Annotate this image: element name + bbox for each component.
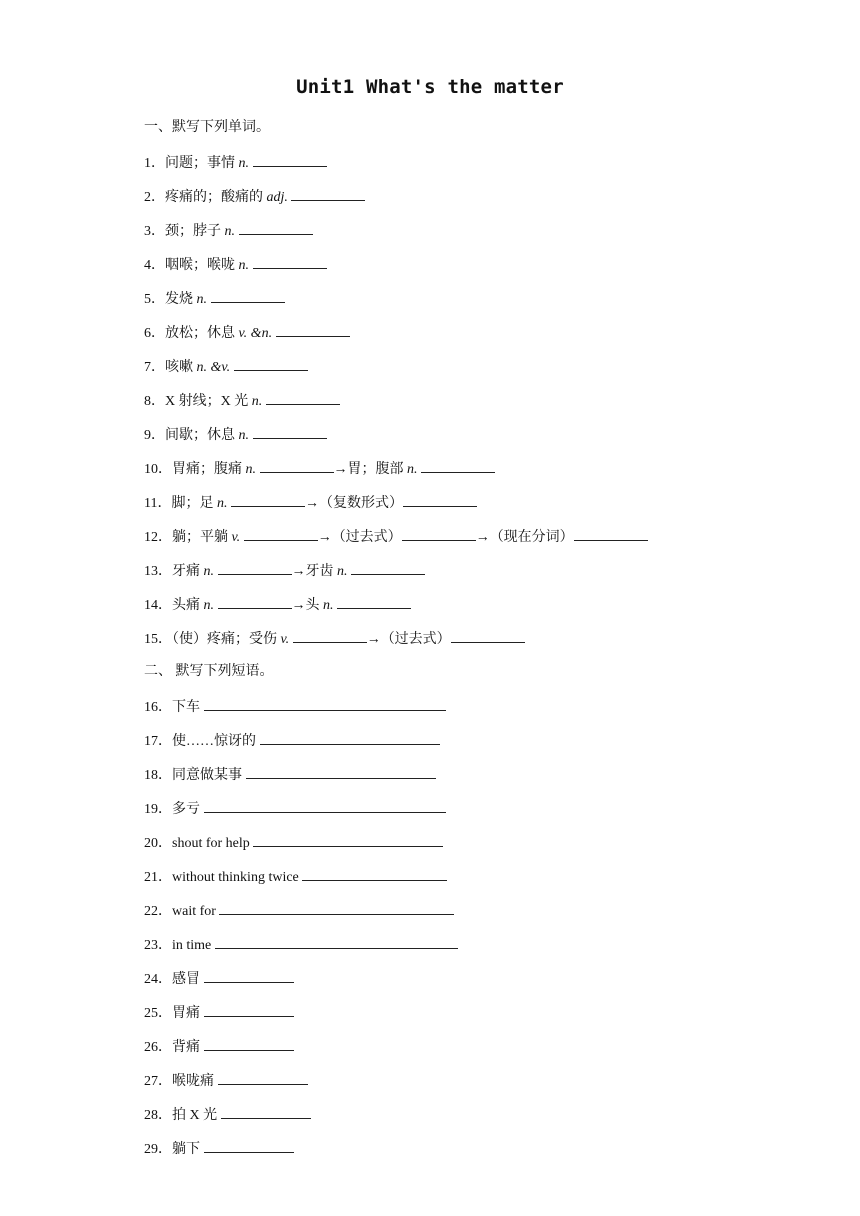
- item-number: 2．: [144, 190, 165, 205]
- phrase-item-19: [144, 799, 446, 819]
- part-of-speech: v.: [280, 632, 290, 647]
- item-text: 头痛: [172, 598, 204, 613]
- arrow: →: [317, 530, 332, 545]
- item-number: 5．: [144, 292, 165, 307]
- item-number: 17．: [144, 734, 172, 749]
- item-text: 感冒: [172, 972, 204, 987]
- item-text: （使）疼痛；受伤: [172, 632, 281, 647]
- word-item-9: [144, 425, 327, 445]
- item-text-2: 头: [305, 598, 323, 613]
- word-item-8: [144, 391, 340, 411]
- item-text: 下车: [172, 700, 204, 715]
- item-text: 发烧: [165, 292, 197, 307]
- item-text-2: （过去式）: [380, 632, 451, 647]
- answer-blank[interactable]: [291, 187, 365, 201]
- part-of-speech-2: n.: [407, 462, 418, 477]
- phrase-item-22: [144, 901, 454, 921]
- part-of-speech-2: n.: [337, 564, 348, 579]
- item-text-2: （复数形式）: [318, 496, 403, 511]
- item-number: 25．: [144, 1006, 172, 1021]
- answer-blank[interactable]: [219, 901, 454, 915]
- arrow: →: [475, 530, 490, 545]
- arrow: →: [291, 564, 306, 579]
- word-item-2: [144, 187, 365, 207]
- phrase-item-24: [144, 969, 294, 989]
- item-text-2: 牙齿: [305, 564, 337, 579]
- answer-blank[interactable]: [253, 153, 327, 167]
- item-text: 拍 X 光: [172, 1108, 221, 1123]
- item-text: 使……惊讶的: [172, 734, 260, 749]
- item-number: 29．: [144, 1142, 172, 1157]
- item-text: 咳嗽: [165, 360, 197, 375]
- part-of-speech: n.: [196, 292, 207, 307]
- word-item-5: [144, 289, 285, 309]
- part-of-speech: adj.: [266, 190, 288, 205]
- item-number: 7．: [144, 360, 165, 375]
- word-item-11: [144, 493, 477, 513]
- part-of-speech: n.: [238, 156, 249, 171]
- item-text: 放松；休息: [165, 326, 239, 341]
- answer-blank[interactable]: [266, 391, 340, 405]
- part-of-speech-2: n.: [323, 598, 334, 613]
- item-number: 1．: [144, 156, 165, 171]
- item-number: 19．: [144, 802, 172, 817]
- word-item-4: [144, 255, 327, 275]
- answer-blank[interactable]: [204, 1037, 294, 1051]
- phrase-item-25: [144, 1003, 294, 1023]
- answer-blank[interactable]: [211, 289, 285, 303]
- answer-blank[interactable]: [260, 459, 334, 473]
- item-number: 3．: [144, 224, 165, 239]
- answer-blank[interactable]: [215, 935, 458, 949]
- phrase-item-29: [144, 1139, 294, 1159]
- item-number: 26．: [144, 1040, 172, 1055]
- part-of-speech: n. &v.: [196, 360, 231, 375]
- answer-blank[interactable]: [231, 493, 305, 507]
- item-number: 24．: [144, 972, 172, 987]
- part-of-speech: n.: [216, 496, 228, 511]
- phrase-item-16: [144, 697, 446, 717]
- answer-blank[interactable]: [234, 357, 308, 371]
- part-of-speech: n.: [238, 428, 249, 443]
- item-text-3: （现在分词）: [489, 530, 574, 545]
- item-number: 27．: [144, 1074, 172, 1089]
- item-number: 28．: [144, 1108, 172, 1123]
- word-item-12: [144, 527, 648, 547]
- part-of-speech: n.: [238, 258, 249, 273]
- part-of-speech: v.: [231, 530, 241, 545]
- answer-blank-2[interactable]: [451, 629, 525, 643]
- item-text: 间歇；休息: [165, 428, 239, 443]
- phrase-item-20: [144, 833, 443, 853]
- answer-blank[interactable]: [253, 833, 443, 847]
- word-item-1: [144, 153, 327, 173]
- item-text-2: 胃；腹部: [347, 462, 407, 477]
- word-item-10: [144, 459, 495, 479]
- answer-blank-2[interactable]: [351, 561, 425, 575]
- answer-blank[interactable]: [293, 629, 367, 643]
- answer-blank-2[interactable]: [337, 595, 411, 609]
- item-text: 多亏: [172, 802, 204, 817]
- item-number: 10．: [144, 462, 172, 477]
- item-number: 23．: [144, 938, 172, 953]
- arrow: →: [304, 496, 319, 511]
- phrase-item-28: [144, 1105, 311, 1125]
- answer-blank[interactable]: [260, 731, 440, 745]
- answer-blank-2[interactable]: [402, 527, 476, 541]
- word-item-3: [144, 221, 313, 241]
- answer-blank[interactable]: [204, 1003, 294, 1017]
- item-number: 22．: [144, 904, 172, 919]
- phrase-item-27: [144, 1071, 308, 1091]
- answer-blank-3[interactable]: [574, 527, 648, 541]
- item-number: 14．: [144, 598, 172, 613]
- item-number: 4．: [144, 258, 165, 273]
- answer-blank[interactable]: [253, 255, 327, 269]
- word-item-14: [144, 595, 411, 615]
- phrase-item-17: [144, 731, 440, 751]
- section-heading-words: 一、默写下列单词。: [144, 120, 270, 135]
- item-number: 21．: [144, 870, 172, 885]
- item-text: 胃痛: [172, 1006, 204, 1021]
- item-text: 牙痛: [172, 564, 204, 579]
- item-text: 脚；足: [171, 496, 217, 511]
- item-number: 11．: [144, 496, 172, 511]
- answer-blank[interactable]: [204, 697, 446, 711]
- item-text: 躺；平躺: [172, 530, 232, 545]
- answer-blank[interactable]: [244, 527, 318, 541]
- item-text: 胃痛；腹痛: [172, 462, 246, 477]
- word-item-13: [144, 561, 425, 581]
- item-text: 同意做某事: [172, 768, 246, 783]
- part-of-speech: v. &n.: [238, 326, 273, 341]
- item-text: X 射线；X 光: [165, 394, 252, 409]
- word-item-15: [144, 629, 525, 649]
- answer-blank[interactable]: [246, 765, 436, 779]
- item-text: 疼痛的；酸痛的: [165, 190, 267, 205]
- answer-blank[interactable]: [204, 799, 446, 813]
- part-of-speech: n.: [251, 394, 263, 409]
- arrow: →: [291, 598, 306, 613]
- item-text: without thinking twice: [172, 870, 303, 885]
- answer-blank[interactable]: [204, 1139, 294, 1153]
- item-text-2: （过去式）: [331, 530, 402, 545]
- item-number: 12．: [144, 530, 172, 545]
- item-text: 问题；事情: [165, 156, 239, 171]
- answer-blank[interactable]: [204, 969, 294, 983]
- answer-blank[interactable]: [218, 595, 292, 609]
- page-title: Unit1 What's the matter: [296, 76, 564, 98]
- answer-blank[interactable]: [253, 425, 327, 439]
- item-text: 咽喉；喉咙: [165, 258, 239, 273]
- item-number: 20．: [144, 836, 172, 851]
- part-of-speech: n.: [203, 598, 214, 613]
- arrow: →: [333, 462, 348, 477]
- phrase-item-26: [144, 1037, 294, 1057]
- item-number: 16．: [144, 700, 172, 715]
- answer-blank-2[interactable]: [403, 493, 477, 507]
- item-text: 颈；脖子: [165, 224, 225, 239]
- item-number: 15．: [144, 632, 172, 647]
- phrase-item-18: [144, 765, 436, 785]
- item-text: 喉咙痛: [172, 1074, 218, 1089]
- answer-blank-2[interactable]: [421, 459, 495, 473]
- part-of-speech: n.: [245, 462, 256, 477]
- item-text: 背痛: [172, 1040, 204, 1055]
- item-number: 8．: [144, 394, 165, 409]
- answer-blank[interactable]: [302, 867, 447, 881]
- item-number: 9．: [144, 428, 165, 443]
- section-heading-phrases: 二、 默写下列短语。: [144, 664, 274, 679]
- answer-blank[interactable]: [218, 1071, 308, 1085]
- word-item-6: [144, 323, 350, 343]
- phrase-item-23: [144, 935, 458, 955]
- part-of-speech: n.: [203, 564, 214, 579]
- answer-blank[interactable]: [239, 221, 313, 235]
- item-text: in time: [172, 938, 215, 953]
- item-text: wait for: [172, 904, 220, 919]
- part-of-speech: n.: [224, 224, 235, 239]
- phrase-item-21: [144, 867, 447, 887]
- arrow: →: [366, 632, 381, 647]
- item-number: 18．: [144, 768, 172, 783]
- word-item-7: [144, 357, 308, 377]
- answer-blank[interactable]: [218, 561, 292, 575]
- item-text: 躺下: [172, 1142, 204, 1157]
- item-number: 13．: [144, 564, 172, 579]
- answer-blank[interactable]: [221, 1105, 311, 1119]
- answer-blank[interactable]: [276, 323, 350, 337]
- item-number: 6．: [144, 326, 165, 341]
- item-text: shout for help: [172, 836, 254, 851]
